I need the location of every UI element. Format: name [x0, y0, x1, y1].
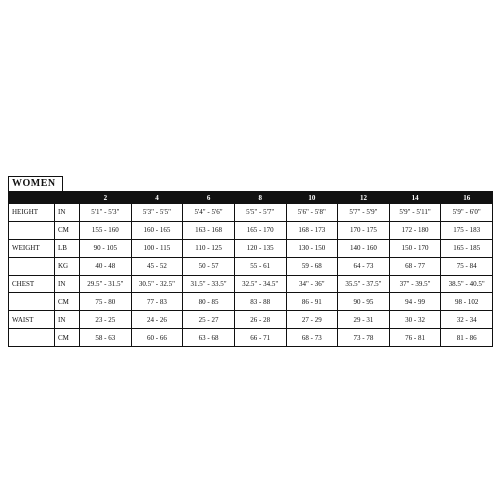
table-row: [9, 221, 493, 239]
size-value-cell: 172 - 180: [389, 221, 441, 239]
size-value-cell: 27 - 29: [286, 311, 338, 329]
size-value-cell: 94 - 99: [389, 293, 441, 311]
size-value-cell: 5'3" - 5'5": [131, 204, 183, 222]
header-blank-measure: [9, 192, 55, 204]
size-value-cell: 81 - 86: [441, 329, 493, 347]
table-row: [9, 204, 493, 222]
size-value-cell: 55 - 61: [234, 257, 286, 275]
size-value-cell: 5'9" - 5'11": [389, 204, 441, 222]
size-value-cell: 170 - 175: [338, 221, 390, 239]
size-value-cell: 63 - 68: [183, 329, 235, 347]
measure-label: [9, 329, 55, 347]
size-value-cell: 5'1" - 5'3": [80, 204, 132, 222]
size-value-cell: 150 - 170: [389, 239, 441, 257]
size-value-cell: 23 - 25: [80, 311, 132, 329]
size-value-cell: 25 - 27: [183, 311, 235, 329]
size-value-cell: 90 - 95: [338, 293, 390, 311]
unit-label: CM: [55, 221, 80, 239]
size-header: 14: [389, 192, 441, 204]
size-value-cell: 75 - 84: [441, 257, 493, 275]
size-value-cell: 34" - 36": [286, 275, 338, 293]
measure-label: WEIGHT: [9, 239, 55, 257]
size-value-cell: 130 - 150: [286, 239, 338, 257]
size-header-row: [9, 192, 493, 204]
size-value-cell: 165 - 185: [441, 239, 493, 257]
size-value-cell: 110 - 125: [183, 239, 235, 257]
table-title: WOMEN: [8, 176, 63, 192]
size-value-cell: 86 - 91: [286, 293, 338, 311]
size-value-cell: 30.5" - 32.5": [131, 275, 183, 293]
size-value-cell: 60 - 66: [131, 329, 183, 347]
size-value-cell: 35.5" - 37.5": [338, 275, 390, 293]
size-value-cell: 68 - 73: [286, 329, 338, 347]
table-row: [9, 257, 493, 275]
unit-label: KG: [55, 257, 80, 275]
size-chart-table: [8, 191, 493, 347]
size-header: 4: [131, 192, 183, 204]
size-value-cell: 155 - 160: [80, 221, 132, 239]
size-header: 10: [286, 192, 338, 204]
size-value-cell: 90 - 105: [80, 239, 132, 257]
size-value-cell: 29 - 31: [338, 311, 390, 329]
size-value-cell: 5'4" - 5'6": [183, 204, 235, 222]
size-value-cell: 140 - 160: [338, 239, 390, 257]
size-value-cell: 29.5" - 31.5": [80, 275, 132, 293]
size-value-cell: 100 - 115: [131, 239, 183, 257]
size-header: 8: [234, 192, 286, 204]
size-value-cell: 40 - 48: [80, 257, 132, 275]
measure-label: [9, 257, 55, 275]
size-header: 16: [441, 192, 493, 204]
size-value-cell: 50 - 57: [183, 257, 235, 275]
unit-label: LB: [55, 239, 80, 257]
unit-label: CM: [55, 329, 80, 347]
size-value-cell: 75 - 80: [80, 293, 132, 311]
table-row: [9, 239, 493, 257]
size-header: 2: [80, 192, 132, 204]
size-chart-body: [9, 204, 493, 347]
measure-label: [9, 293, 55, 311]
size-value-cell: 26 - 28: [234, 311, 286, 329]
size-value-cell: 168 - 173: [286, 221, 338, 239]
header-blank-unit: [55, 192, 80, 204]
unit-label: IN: [55, 204, 80, 222]
size-value-cell: 120 - 135: [234, 239, 286, 257]
size-value-cell: 38.5" - 40.5": [441, 275, 493, 293]
size-value-cell: 165 - 170: [234, 221, 286, 239]
size-value-cell: 64 - 73: [338, 257, 390, 275]
size-value-cell: 160 - 165: [131, 221, 183, 239]
unit-label: IN: [55, 311, 80, 329]
size-value-cell: 5'5" - 5'7": [234, 204, 286, 222]
size-value-cell: 31.5" - 33.5": [183, 275, 235, 293]
size-value-cell: 45 - 52: [131, 257, 183, 275]
table-row: [9, 293, 493, 311]
size-value-cell: 5'6" - 5'8": [286, 204, 338, 222]
size-value-cell: 77 - 83: [131, 293, 183, 311]
size-value-cell: 83 - 88: [234, 293, 286, 311]
size-value-cell: 32.5" - 34.5": [234, 275, 286, 293]
size-value-cell: 5'7" - 5'9": [338, 204, 390, 222]
size-header: 6: [183, 192, 235, 204]
unit-label: CM: [55, 293, 80, 311]
table-row: [9, 311, 493, 329]
measure-label: WAIST: [9, 311, 55, 329]
measure-label: [9, 221, 55, 239]
size-value-cell: 5'9" - 6'0": [441, 204, 493, 222]
size-header: 12: [338, 192, 390, 204]
size-value-cell: 98 - 102: [441, 293, 493, 311]
size-value-cell: 30 - 32: [389, 311, 441, 329]
size-value-cell: 73 - 78: [338, 329, 390, 347]
size-value-cell: 32 - 34: [441, 311, 493, 329]
size-value-cell: 68 - 77: [389, 257, 441, 275]
size-value-cell: 76 - 81: [389, 329, 441, 347]
measure-label: HEIGHT: [9, 204, 55, 222]
size-value-cell: 37" - 39.5": [389, 275, 441, 293]
size-value-cell: 175 - 183: [441, 221, 493, 239]
unit-label: IN: [55, 275, 80, 293]
size-value-cell: 59 - 68: [286, 257, 338, 275]
size-value-cell: 24 - 26: [131, 311, 183, 329]
table-row: [9, 275, 493, 293]
measure-label: CHEST: [9, 275, 55, 293]
table-row: [9, 329, 493, 347]
size-value-cell: 66 - 71: [234, 329, 286, 347]
size-value-cell: 58 - 63: [80, 329, 132, 347]
size-value-cell: 163 - 168: [183, 221, 235, 239]
size-value-cell: 80 - 85: [183, 293, 235, 311]
